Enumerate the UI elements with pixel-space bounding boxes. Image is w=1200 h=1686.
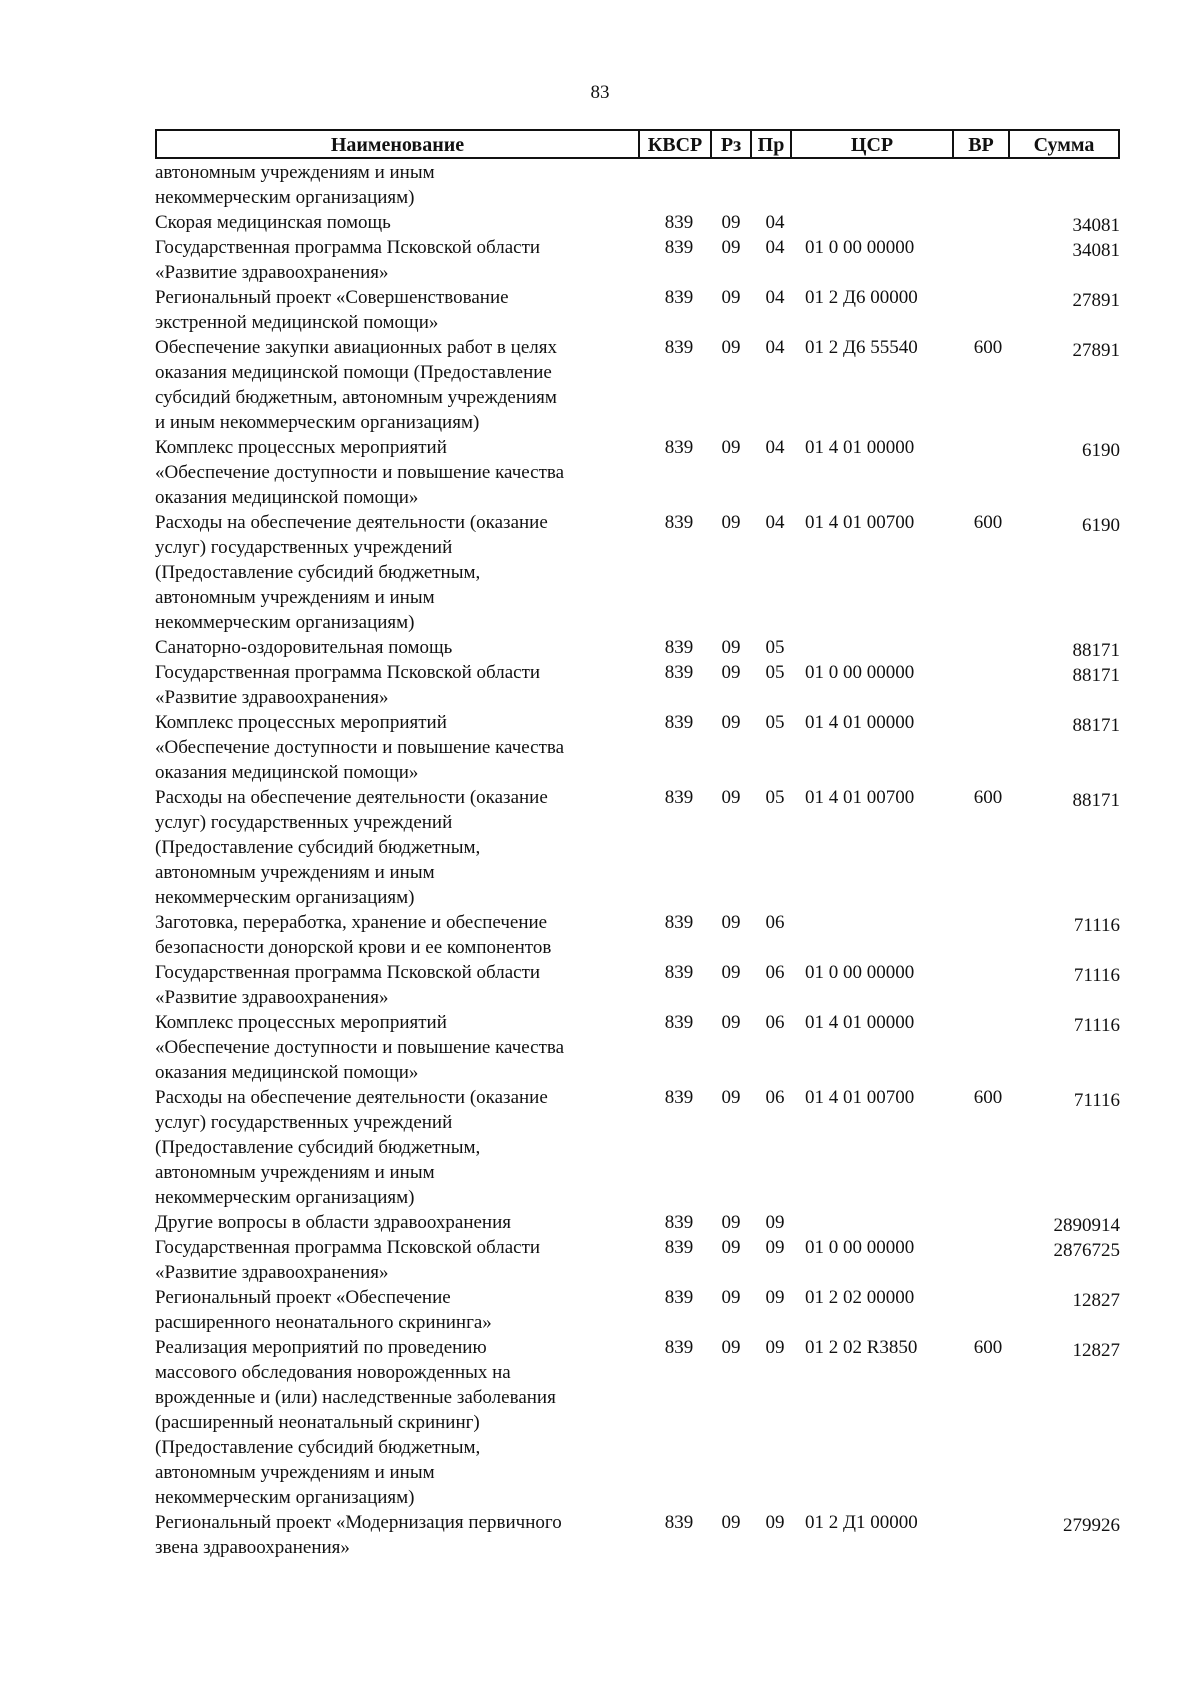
row-name-line: Государственная программа Псковской области: [155, 962, 541, 983]
row-pr: 09: [765, 1337, 785, 1358]
table-row: [0, 1010, 1200, 1085]
row-name-line: «Развитие здравоохранения»: [155, 987, 389, 1008]
row-name-line: Комплекс процессных мероприятий: [155, 1012, 447, 1033]
row-rz: 09: [721, 1337, 741, 1358]
row-name-line: Региональный проект «Совершенствование: [155, 287, 509, 308]
row-rz: 09: [721, 1087, 741, 1108]
row-kvsr: 839: [664, 1287, 694, 1308]
row-name-line: и иным некоммерческим организациям): [155, 412, 480, 433]
row-name-line: (расширенный неонатальный скрининг): [155, 1412, 480, 1433]
row-kvsr: 839: [664, 787, 694, 808]
table-row: [0, 510, 1200, 635]
row-kvsr: 839: [664, 1337, 694, 1358]
row-rz: 09: [721, 512, 741, 533]
row-kvsr: 839: [664, 337, 694, 358]
row-name-line: «Развитие здравоохранения»: [155, 687, 389, 708]
row-name-line: Комплекс процессных мероприятий: [155, 712, 447, 733]
row-name-line: некоммерческим организациям): [155, 187, 415, 208]
row-name-line: оказания медицинской помощи»: [155, 1062, 419, 1083]
row-sum: 34081: [1072, 215, 1120, 236]
row-rz: 09: [721, 287, 741, 308]
row-rz: 09: [721, 662, 741, 683]
row-pr: 05: [765, 637, 785, 658]
row-csr: 01 4 01 00000: [805, 1012, 915, 1033]
row-sum: 2890914: [1053, 1215, 1120, 1236]
row-sum: 88171: [1072, 790, 1120, 811]
row-name-line: некоммерческим организациям): [155, 612, 415, 633]
row-csr: 01 0 00 00000: [805, 237, 915, 258]
row-name-line: (Предоставление субсидий бюджетным,: [155, 562, 481, 583]
header-pr: Пр: [752, 131, 792, 157]
row-name: [155, 710, 645, 785]
row-name-line: экстренной медицинской помощи»: [155, 312, 439, 333]
row-kvsr: 839: [664, 662, 694, 683]
header-vr: ВР: [954, 131, 1010, 157]
row-csr: 01 2 Д6 00000: [805, 287, 918, 308]
row-name-line: автономным учреждениям и иным: [155, 1162, 435, 1183]
row-csr: 01 0 00 00000: [805, 1237, 915, 1258]
row-rz: 09: [721, 1012, 741, 1033]
row-name-line: оказания медицинской помощи»: [155, 487, 419, 508]
header-sum: Сумма: [1033, 134, 1095, 156]
row-sum: 27891: [1072, 290, 1120, 311]
row-name: [155, 635, 645, 660]
row-pr: 05: [765, 662, 785, 683]
row-rz: 09: [721, 237, 741, 258]
row-name: [155, 1335, 645, 1510]
row-csr: 01 2 02 R3850: [805, 1337, 918, 1358]
row-kvsr: 839: [664, 712, 694, 733]
row-rz: 09: [721, 962, 741, 983]
row-sum: 2876725: [1053, 1240, 1120, 1261]
row-name-line: некоммерческим организациям): [155, 1187, 415, 1208]
row-rz: 09: [721, 1212, 741, 1233]
row-csr: 01 4 01 00700: [805, 512, 915, 533]
row-name-line: «Развитие здравоохранения»: [155, 262, 389, 283]
row-name-line: субсидий бюджетным, автономным учреждениям: [155, 387, 557, 408]
table-body: [0, 160, 1200, 1560]
header-name: Наименование: [157, 131, 640, 157]
row-name-line: услуг) государственных учреждений: [155, 537, 453, 558]
row-name-line: Заготовка, переработка, хранение и обеспечение: [155, 912, 548, 933]
row-name-line: «Развитие здравоохранения»: [155, 1262, 389, 1283]
row-sum: 12827: [1072, 1340, 1120, 1361]
row-name: [155, 1085, 645, 1210]
row-sum: 71116: [1073, 915, 1120, 936]
row-name-line: Региональный проект «Модернизация первичного: [155, 1512, 562, 1533]
row-name-line: Расходы на обеспечение деятельности (оказание: [155, 787, 548, 808]
row-name: [155, 1285, 645, 1335]
row-csr: 01 4 01 00000: [805, 712, 915, 733]
row-pr: 04: [765, 337, 785, 358]
row-rz: 09: [721, 1237, 741, 1258]
table-row: [0, 660, 1200, 710]
row-name: [155, 510, 645, 635]
row-sum: 12827: [1072, 1290, 1120, 1311]
table-row: [0, 285, 1200, 335]
row-name-line: Государственная программа Псковской области: [155, 662, 541, 683]
row-kvsr: 839: [664, 637, 694, 658]
row-name: [155, 660, 645, 710]
row-csr: 01 4 01 00700: [805, 1087, 915, 1108]
table-row: [0, 1085, 1200, 1210]
row-pr: 04: [765, 287, 785, 308]
row-name: [155, 1210, 645, 1235]
row-name-line: оказания медицинской помощи (Предоставление: [155, 362, 552, 383]
row-name: [155, 1010, 645, 1085]
row-pr: 09: [765, 1512, 785, 1533]
row-name-line: автономным учреждениям и иным: [155, 862, 435, 883]
row-vr: 600: [973, 787, 1003, 808]
row-sum: 88171: [1072, 665, 1120, 686]
table-header: [155, 129, 1120, 159]
row-name-line: оказания медицинской помощи»: [155, 762, 419, 783]
row-sum: 6190: [1082, 440, 1120, 461]
table-row: [0, 210, 1200, 235]
row-kvsr: 839: [664, 237, 694, 258]
row-name: [155, 785, 645, 910]
table-row: [0, 235, 1200, 285]
header-kvsr: КВСР: [640, 131, 712, 157]
row-vr: 600: [973, 512, 1003, 533]
row-name-line: Другие вопросы в области здравоохранения: [155, 1212, 512, 1233]
row-name-line: Санаторно-оздоровительная помощь: [155, 637, 453, 658]
table-row: [0, 960, 1200, 1010]
row-name-line: автономным учреждениям и иным: [155, 1462, 435, 1483]
row-sum: 71116: [1073, 965, 1120, 986]
row-kvsr: 839: [664, 1212, 694, 1233]
row-kvsr: 839: [664, 287, 694, 308]
row-name-line: Скорая медицинская помощь: [155, 212, 391, 233]
row-pr: 09: [765, 1237, 785, 1258]
row-pr: 05: [765, 787, 785, 808]
table-row: [0, 435, 1200, 510]
row-rz: 09: [721, 1512, 741, 1533]
row-kvsr: 839: [664, 437, 694, 458]
row-sum: 71116: [1073, 1015, 1120, 1036]
row-vr: 600: [973, 1337, 1003, 1358]
row-name-line: Региональный проект «Обеспечение: [155, 1287, 451, 1308]
table-row: [0, 1510, 1200, 1560]
row-rz: 09: [721, 637, 741, 658]
row-pr: 09: [765, 1287, 785, 1308]
row-pr: 05: [765, 712, 785, 733]
row-kvsr: 839: [664, 512, 694, 533]
row-rz: 09: [721, 712, 741, 733]
row-name-line: Государственная программа Псковской области: [155, 237, 541, 258]
row-name-line: безопасности донорской крови и ее компонентов: [155, 937, 552, 958]
row-pr: 06: [765, 912, 785, 933]
row-sum: 6190: [1082, 515, 1120, 536]
row-name: [155, 1235, 645, 1285]
table-row: [0, 1335, 1200, 1510]
row-sum: 27891: [1072, 340, 1120, 361]
row-name: [155, 435, 645, 510]
row-name-line: врожденные и (или) наследственные заболевания: [155, 1387, 556, 1408]
row-kvsr: 839: [664, 1512, 694, 1533]
table-row: [0, 1235, 1200, 1285]
page-number: 83: [590, 82, 610, 103]
row-name-line: Расходы на обеспечение деятельности (оказание: [155, 1087, 548, 1108]
row-name: [155, 335, 645, 435]
row-name-line: «Обеспечение доступности и повышение качества: [155, 462, 565, 483]
row-vr: 600: [973, 1087, 1003, 1108]
row-name-line: (Предоставление субсидий бюджетным,: [155, 1437, 481, 1458]
table-row: [0, 635, 1200, 660]
row-name-line: услуг) государственных учреждений: [155, 812, 453, 833]
row-name: [155, 235, 645, 285]
row-rz: 09: [721, 787, 741, 808]
table-row: [0, 160, 1200, 210]
row-sum: 279926: [1063, 1515, 1120, 1536]
row-name: [155, 160, 645, 210]
row-pr: 04: [765, 237, 785, 258]
row-kvsr: 839: [664, 912, 694, 933]
row-name: [155, 1510, 645, 1560]
row-name: [155, 910, 645, 960]
row-name-line: массового обследования новорожденных на: [155, 1362, 511, 1383]
table-row: [0, 1285, 1200, 1335]
row-name-line: Обеспечение закупки авиационных работ в целях: [155, 337, 557, 358]
row-name-line: услуг) государственных учреждений: [155, 1112, 453, 1133]
table-row: [0, 335, 1200, 435]
row-name-line: (Предоставление субсидий бюджетным,: [155, 837, 481, 858]
row-name-line: (Предоставление субсидий бюджетным,: [155, 1137, 481, 1158]
row-kvsr: 839: [664, 1012, 694, 1033]
row-kvsr: 839: [664, 212, 694, 233]
row-sum: 88171: [1072, 715, 1120, 736]
row-pr: 04: [765, 212, 785, 233]
row-name-line: некоммерческим организациям): [155, 1487, 415, 1508]
row-rz: 09: [721, 1287, 741, 1308]
row-rz: 09: [721, 212, 741, 233]
row-csr: 01 4 01 00000: [805, 437, 915, 458]
row-name-line: Реализация мероприятий по проведению: [155, 1337, 487, 1358]
row-name-line: расширенного неонатального скрининга»: [155, 1312, 492, 1333]
row-rz: 09: [721, 437, 741, 458]
row-kvsr: 839: [664, 962, 694, 983]
row-name: [155, 210, 645, 235]
row-name-line: Государственная программа Псковской области: [155, 1237, 541, 1258]
row-name-line: автономным учреждениям и иным: [155, 587, 435, 608]
row-rz: 09: [721, 337, 741, 358]
row-rz: 09: [721, 912, 741, 933]
row-kvsr: 839: [664, 1087, 694, 1108]
row-name-line: «Обеспечение доступности и повышение качества: [155, 737, 565, 758]
row-name-line: Расходы на обеспечение деятельности (оказание: [155, 512, 548, 533]
row-csr: 01 2 Д6 55540: [805, 337, 918, 358]
row-csr: 01 2 Д1 00000: [805, 1512, 918, 1533]
row-name: [155, 960, 645, 1010]
row-csr: 01 2 02 00000: [805, 1287, 915, 1308]
row-csr: 01 0 00 00000: [805, 662, 915, 683]
row-name-line: автономным учреждениям и иным: [155, 162, 435, 183]
row-kvsr: 839: [664, 1237, 694, 1258]
row-pr: 09: [765, 1212, 785, 1233]
row-csr: 01 4 01 00700: [805, 787, 915, 808]
row-pr: 04: [765, 437, 785, 458]
row-name-line: звена здравоохранения»: [155, 1537, 350, 1558]
header-rz: Рз: [712, 131, 752, 157]
row-sum: 88171: [1072, 640, 1120, 661]
table-row: [0, 1210, 1200, 1235]
row-name-line: Комплекс процессных мероприятий: [155, 437, 447, 458]
row-pr: 06: [765, 1087, 785, 1108]
row-csr: 01 0 00 00000: [805, 962, 915, 983]
row-sum: 71116: [1073, 1090, 1120, 1111]
header-csr: ЦСР: [792, 131, 954, 157]
table-row: [0, 710, 1200, 785]
row-sum: 34081: [1072, 240, 1120, 261]
row-pr: 06: [765, 962, 785, 983]
table-row: [0, 785, 1200, 910]
row-name-line: «Обеспечение доступности и повышение качества: [155, 1037, 565, 1058]
row-pr: 06: [765, 1012, 785, 1033]
row-vr: 600: [973, 337, 1003, 358]
table-row: [0, 910, 1200, 960]
row-name: [155, 285, 645, 335]
row-pr: 04: [765, 512, 785, 533]
row-name-line: некоммерческим организациям): [155, 887, 415, 908]
